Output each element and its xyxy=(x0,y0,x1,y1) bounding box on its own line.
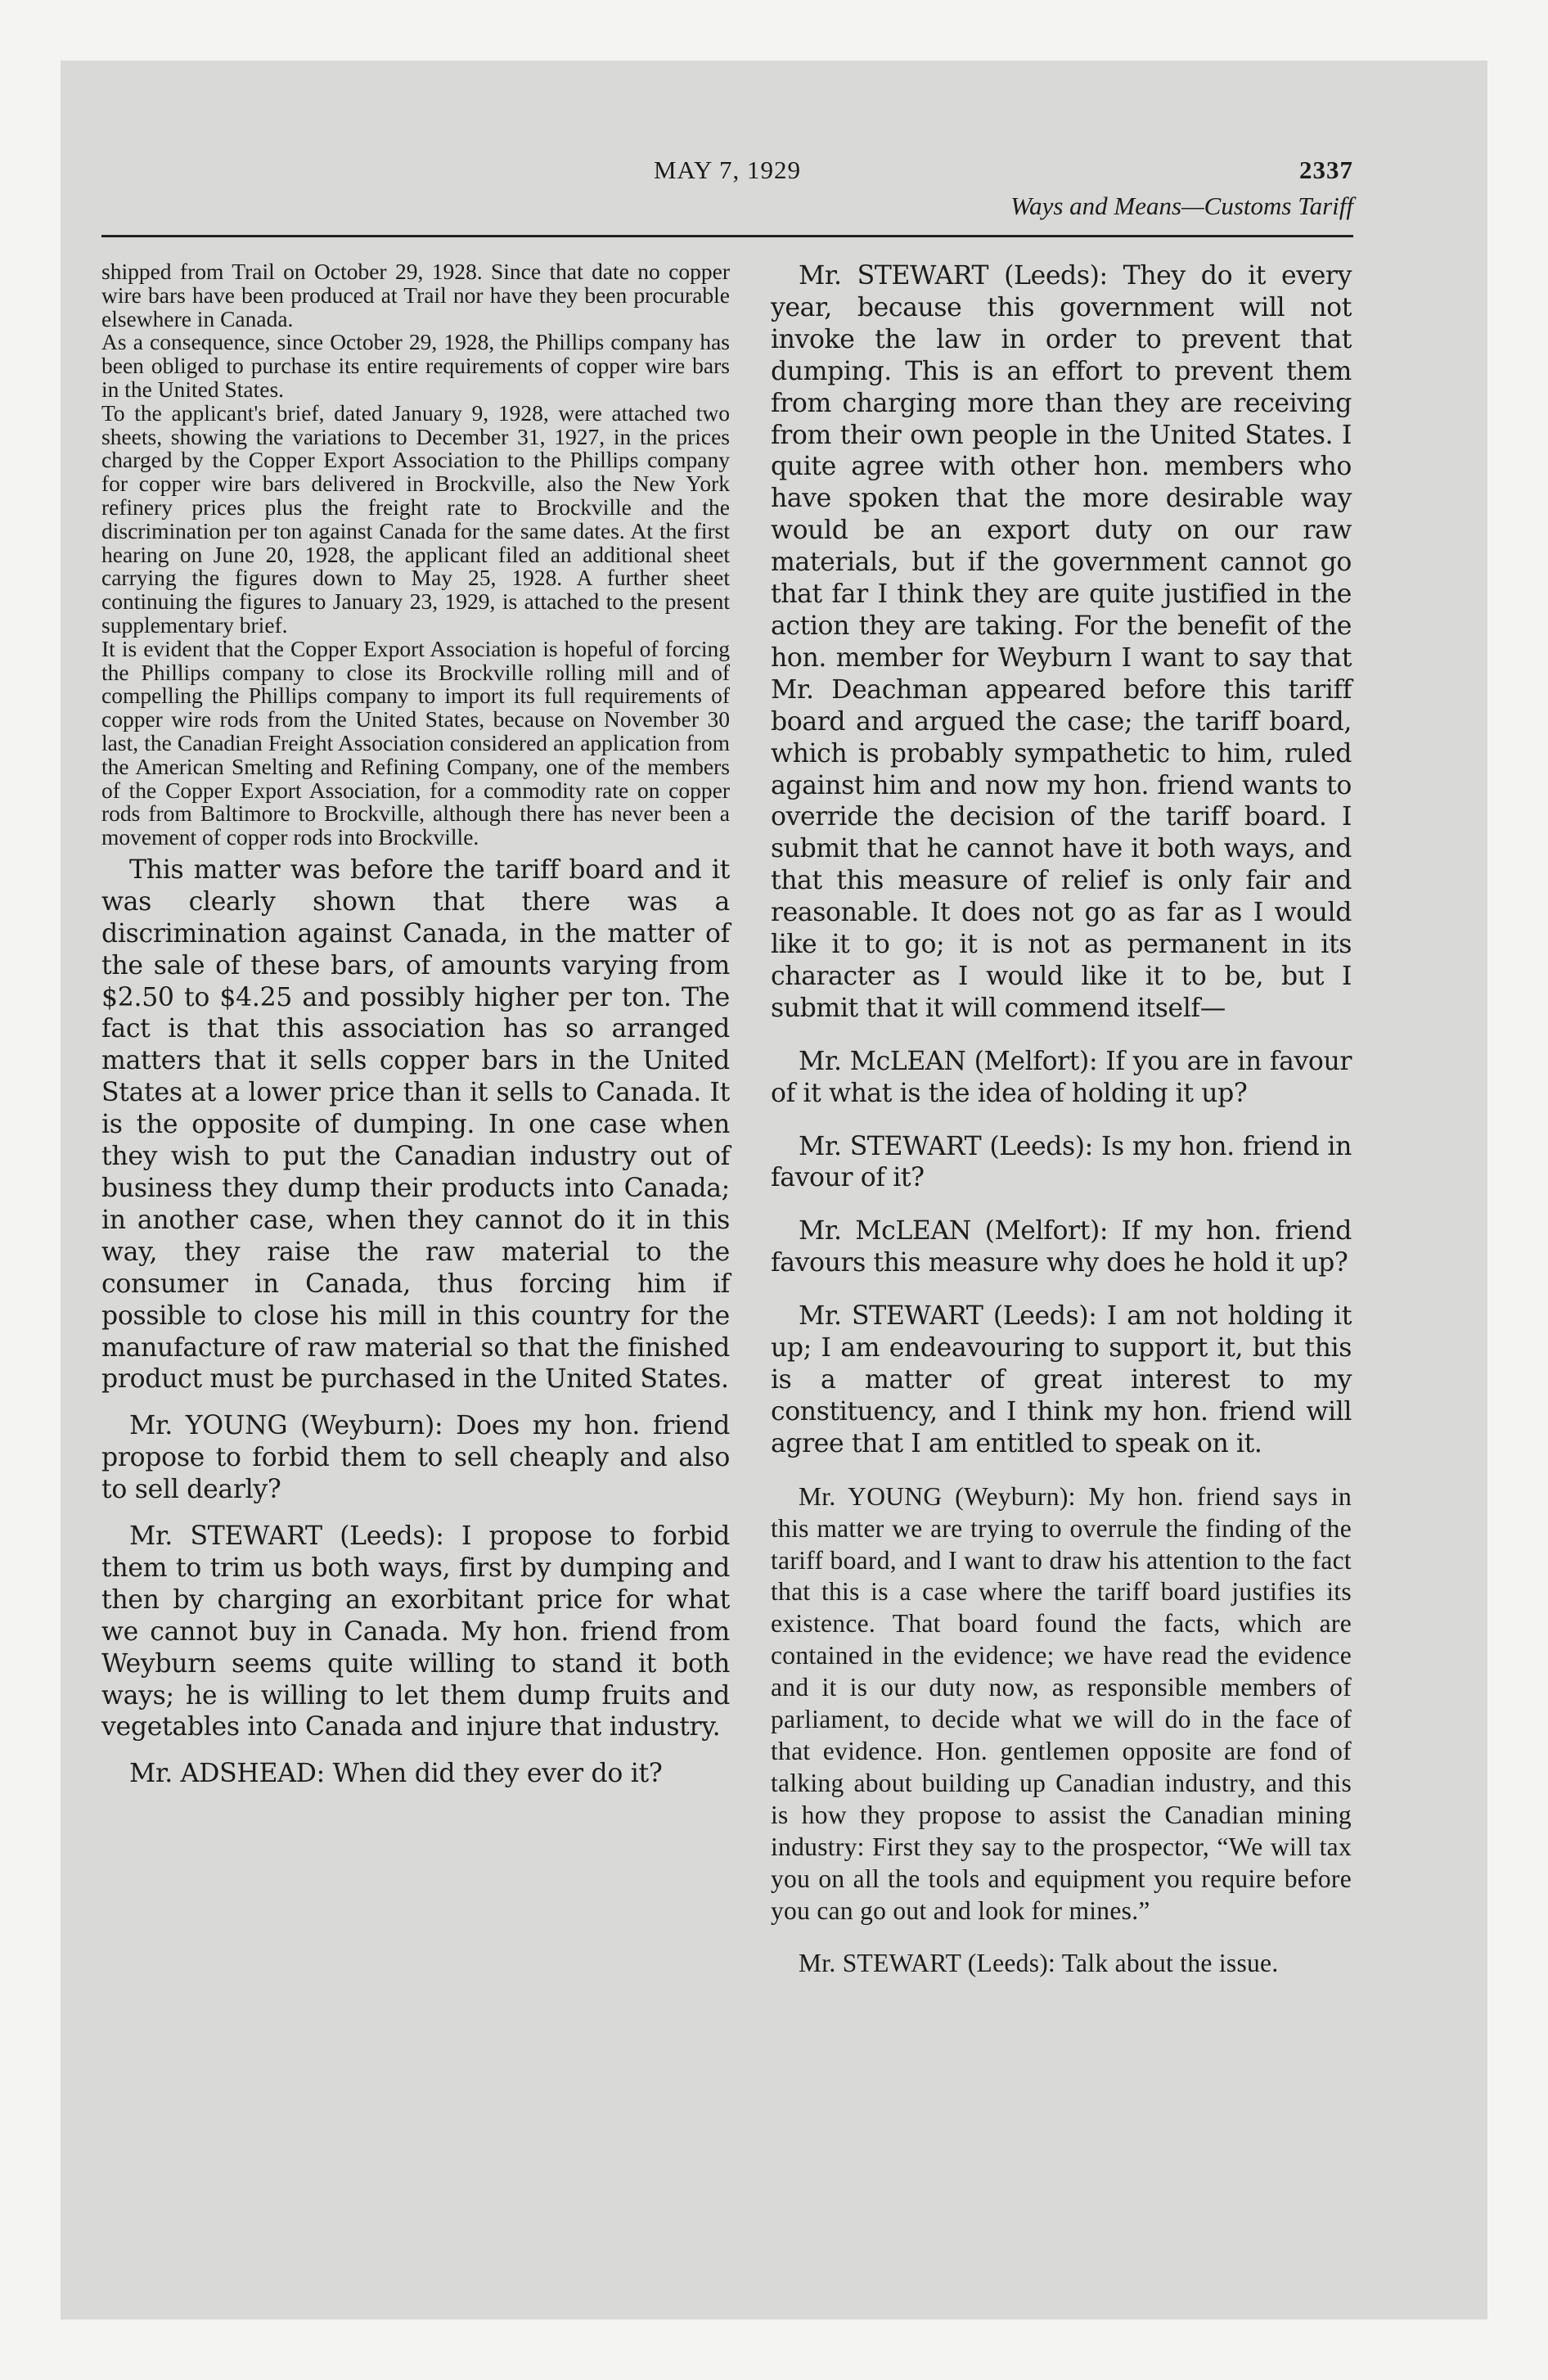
right-column xyxy=(771,260,1352,1980)
speech-paragraph: Mr. McLEAN (Melfort): If you are in favour of it what is the idea of holding it up? xyxy=(771,1046,1352,1108)
page-header xyxy=(101,156,1353,237)
speech-paragraph: Mr. YOUNG (Weyburn): My hon. friend says in this matter we are trying to overrule the finding of the tariff board, and I want to draw his attention to the fact that this is a case where the tariff board justifies its existence. That board found the facts, which are contained in the evidence; we have read the evidence and it is our duty now, as responsible members of parliament, to decide what we will do in the face of that evidence. Hon. gentlemen opposite are fond of talking about building up Canadian industry, and this is how they propose to assist the Canadian mining industry: First they say to the prospector, “We will tax you on all the tools and equipment you require before you can go out and look for mines.” xyxy=(771,1481,1352,1925)
left-column xyxy=(101,260,730,1790)
page-number: 2337 xyxy=(1299,156,1353,184)
quoted-paragraph: To the applicant's brief, dated January 9, 1928, were attached two sheets, showing the variations to December 31, 1927, in the prices charged by the Copper Export Association to the Phillips company for copper wire bars delivered in Brockville, also the New York refinery prices plus the freight rate to Brockville and the discrimination per ton against Canada for the same dates. At the first hearing on June 20, 1928, the applicant filed an additional sheet carrying the figures down to May 25, 1928. A further sheet continuing the figures to January 23, 1929, is attached to the present supplementary brief. xyxy=(101,399,730,638)
page-subtitle: Ways and Means—Customs Tariff xyxy=(1010,192,1353,220)
quoted-paragraph: It is evident that the Copper Export Association is hopeful of forcing the Phillips company to close its Brockville rolling mill and of compelling the Phillips company to import its full requirements of copper wire rods from the United States, because on November 30 last, the Canadian Freight Association considered an application from the American Smelting and Refining Company, one of the members of the Copper Export Association, for a commodity rate on copper rods from Baltimore to Brockville, although there has never been a movement of copper rods into Brockville. xyxy=(101,635,730,850)
speech-paragraph: Mr. McLEAN (Melfort): If my hon. friend favours this measure why does he hold it up? xyxy=(771,1216,1352,1278)
quoted-paragraph: As a consequence, since October 29, 1928, the Phillips company has been obliged to purchase its entire requirements of copper wire bars in the United States. xyxy=(101,329,730,402)
speech-paragraph: Mr. STEWART (Leeds): They do it every year, because this government will not invoke the law in order to prevent that dumping. This is an effort to prevent them from charging more than they are receiving from their own people in the United States. I quite agree with other hon. members who have spoken that the more desirable way would be an export duty on our raw materials, but if the government cannot go that far I think they are quite justified in the action they are taking. For the benefit of the hon. member for Weyburn I want to say that Mr. Deachman appeared before this tariff board and argued the case; the tariff board, which is probably sympathetic to him, ruled against him and now my hon. friend wants to override the decision of the tariff board. I submit that he cannot have it both ways, and that this measure of relief is only fair and reasonable. It does not go as far as I would like it to go; it is not as permanent in its character as I would like it to be, but I submit that it will commend itself— xyxy=(771,261,1352,1023)
speech-paragraph: Mr. STEWART (Leeds): Talk about the issue. xyxy=(799,1949,1279,1978)
header-rule xyxy=(101,235,1353,237)
quoted-paragraph: shipped from Trail on October 29, 1928. Since that date no copper wire bars have been produced at Trail nor have they been procurable elsewhere in Canada. xyxy=(101,259,730,331)
speech-paragraph: Mr. YOUNG (Weyburn): Does my hon. friend propose to forbid them to sell cheaply and also to sell dearly? xyxy=(101,1411,730,1505)
speech-paragraph: Mr. STEWART (Leeds): I propose to forbid them to trim us both ways, first by dumping and then by charging an exorbitant price for what we cannot buy in Canada. My hon. friend from Weyburn seems quite willing to stand it both ways; he is willing to let them dump fruits and vegetables into Canada and injure that industry. xyxy=(101,1521,730,1742)
speech-paragraph: Mr. STEWART (Leeds): Is my hon. friend in favour of it? xyxy=(771,1131,1352,1193)
page-date: MAY 7, 1929 xyxy=(653,156,802,184)
speech-paragraph: This matter was before the tariff board and it was clearly shown that there was a discrimination against Canada, in the matter of the sale of these bars, of amounts varying from $2.50 to $4.25 and possibly higher per ton. The fact is that this association has so arranged matters that it sells copper bars in the United States at a lower price than it sells to Canada. It is the opposite of dumping. In one case when they wish to put the Canadian industry out of business they dump their products into Canada; in another case, when they cannot do it in this way, they raise the raw material to the consumer in Canada, thus forcing him if possible to close his mill in this country for the manufacture of raw material so that the finished product must be purchased in the United States. xyxy=(101,854,730,1395)
speech-paragraph: Mr. STEWART (Leeds): I am not holding it up; I am endeavouring to support it, but this is a matter of great interest to my constituency, and I think my hon. friend will agree that I am entitled to speak on it. xyxy=(771,1301,1352,1458)
speech-paragraph: Mr. ADSHEAD: When did they ever do it? xyxy=(129,1759,663,1789)
